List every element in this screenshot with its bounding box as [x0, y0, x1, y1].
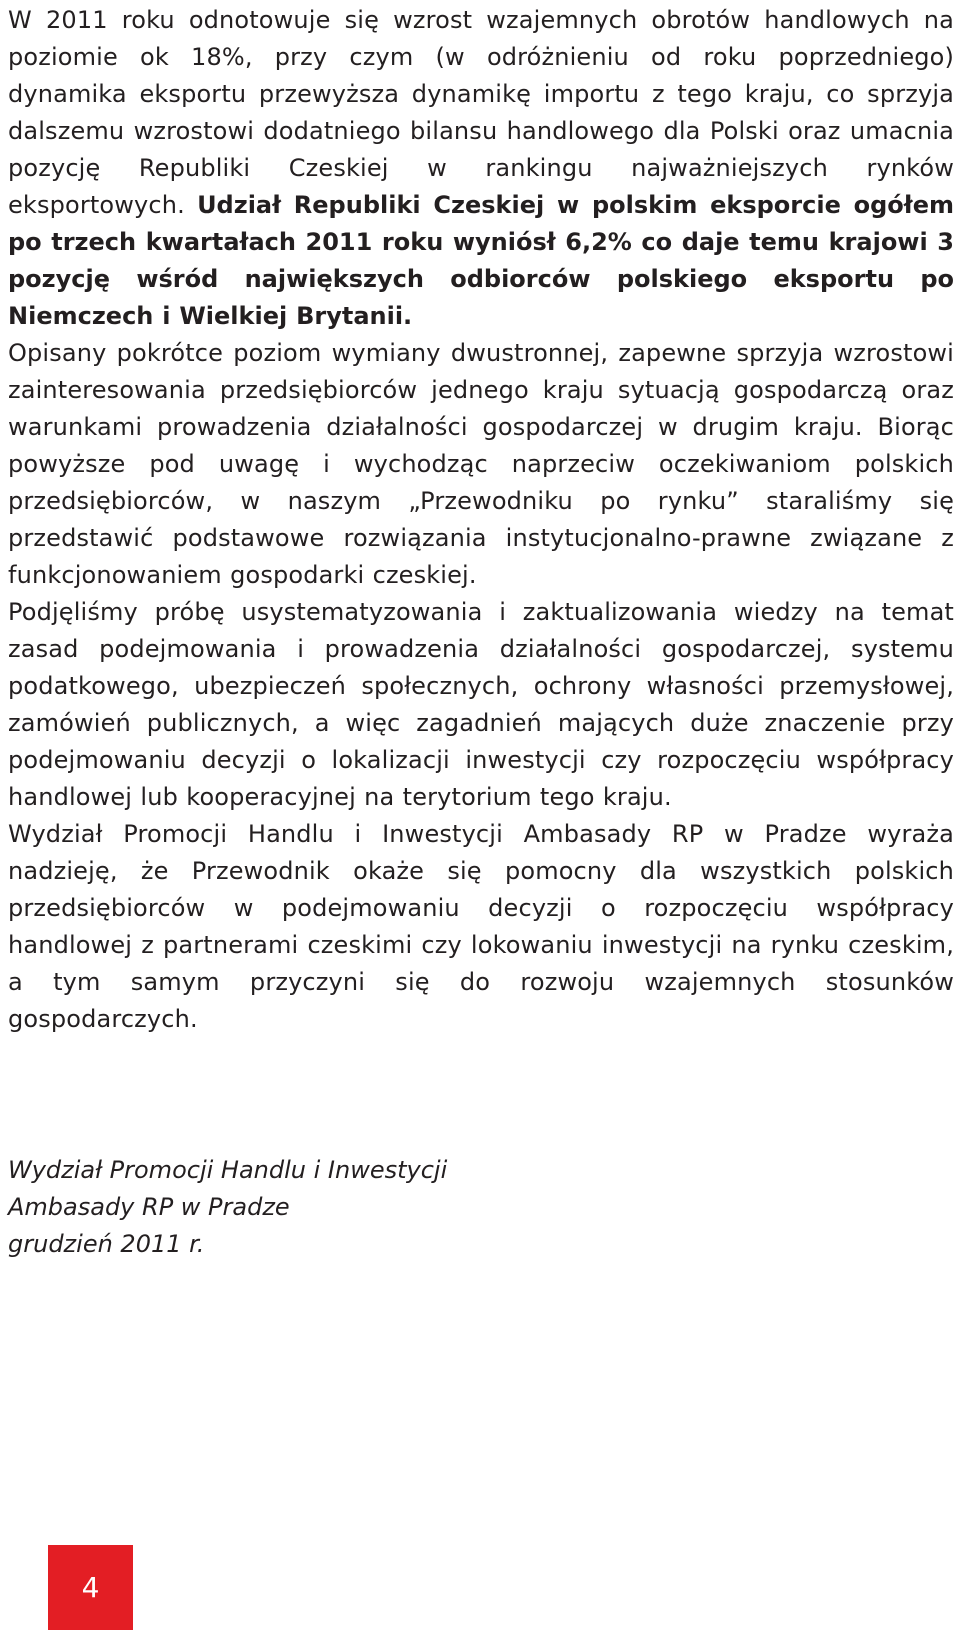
signature-line-department: Wydział Promocji Handlu i Inwestycji: [8, 1156, 448, 1184]
signature-line-embassy: Ambasady RP w Pradze: [8, 1193, 290, 1221]
paragraph-3: Podjęliśmy próbę usystematyzowania i zaktualizowania wiedzy na temat zasad podejmowania i prowadzenia działalności gospodarczej, systemu podatkowego, ubezpieczeń społecznych, ochrony własności przemysłowej, zamówień publicznych, a więc zagadnień mających duże znaczenie przy podejmowaniu decyzji o lokalizacji inwestycji czy rozpoczęciu współpracy handlowej lub kooperacyjnej na terytorium tego kraju.: [8, 598, 954, 811]
signature-block: [8, 1152, 447, 1263]
paragraph-4: Wydział Promocji Handlu i Inwestycji Ambasady RP w Pradze wyraża nadzieję, że Przewodnik okaże się pomocny dla wszystkich polskich przedsiębiorców w podejmowaniu decyzji o rozpoczęciu współpracy handlowej z partnerami czeskimi czy lokowaniu inwestycji na rynku czeskim, a tym samym przyczyni się do rozwoju wzajemnych stosunków gospodarczych.: [8, 820, 954, 1033]
page-number-box: [48, 1545, 133, 1630]
paragraph-2: Opisany pokrótce poziom wymiany dwustronnej, zapewne sprzyja wzrostowi zainteresowania przedsiębiorców jednego kraju sytuacją gospodarczą oraz warunkami prowadzenia działalności gospodarczej w drugim kraju. Biorąc powyższe pod uwagę i wychodząc naprzeciw oczekiwaniom polskich przedsiębiorców, w naszym „Przewodniku po rynku” staraliśmy się przedstawić podstawowe rozwiązania instytucjonalno-prawne związane z funkcjonowaniem gospodarki czeskiej.: [8, 339, 954, 589]
page-number: 4: [81, 1571, 100, 1604]
paragraph-1-bold-text: Udział Republiki Czeskiej w polskim eksporcie ogółem po trzech kwartałach 2011 roku wyniósł 6,2% co daje temu krajowi 3 pozycję wśród największych odbiorców polskiego eksportu po Niemczech i Wielkiej Brytanii.: [8, 191, 954, 330]
paragraph-1-text: W 2011 roku odnotowuje się wzrost wzajemnych obrotów handlowych na poziomie ok 18%, przy czym (w odróżnieniu od roku poprzedniego) dynamika eksportu przewyższa dynamikę importu z tego kraju, co sprzyja dalszemu wzrostowi dodatniego bilansu handlowego dla Polski oraz umacnia pozycję Republiki Czeskiej w rankingu najważniejszych rynków eksportowych.: [8, 6, 954, 219]
signature-line-date: grudzień 2011 r.: [8, 1230, 205, 1258]
body-text: [8, 2, 954, 1038]
paragraph-1: [8, 2, 954, 335]
